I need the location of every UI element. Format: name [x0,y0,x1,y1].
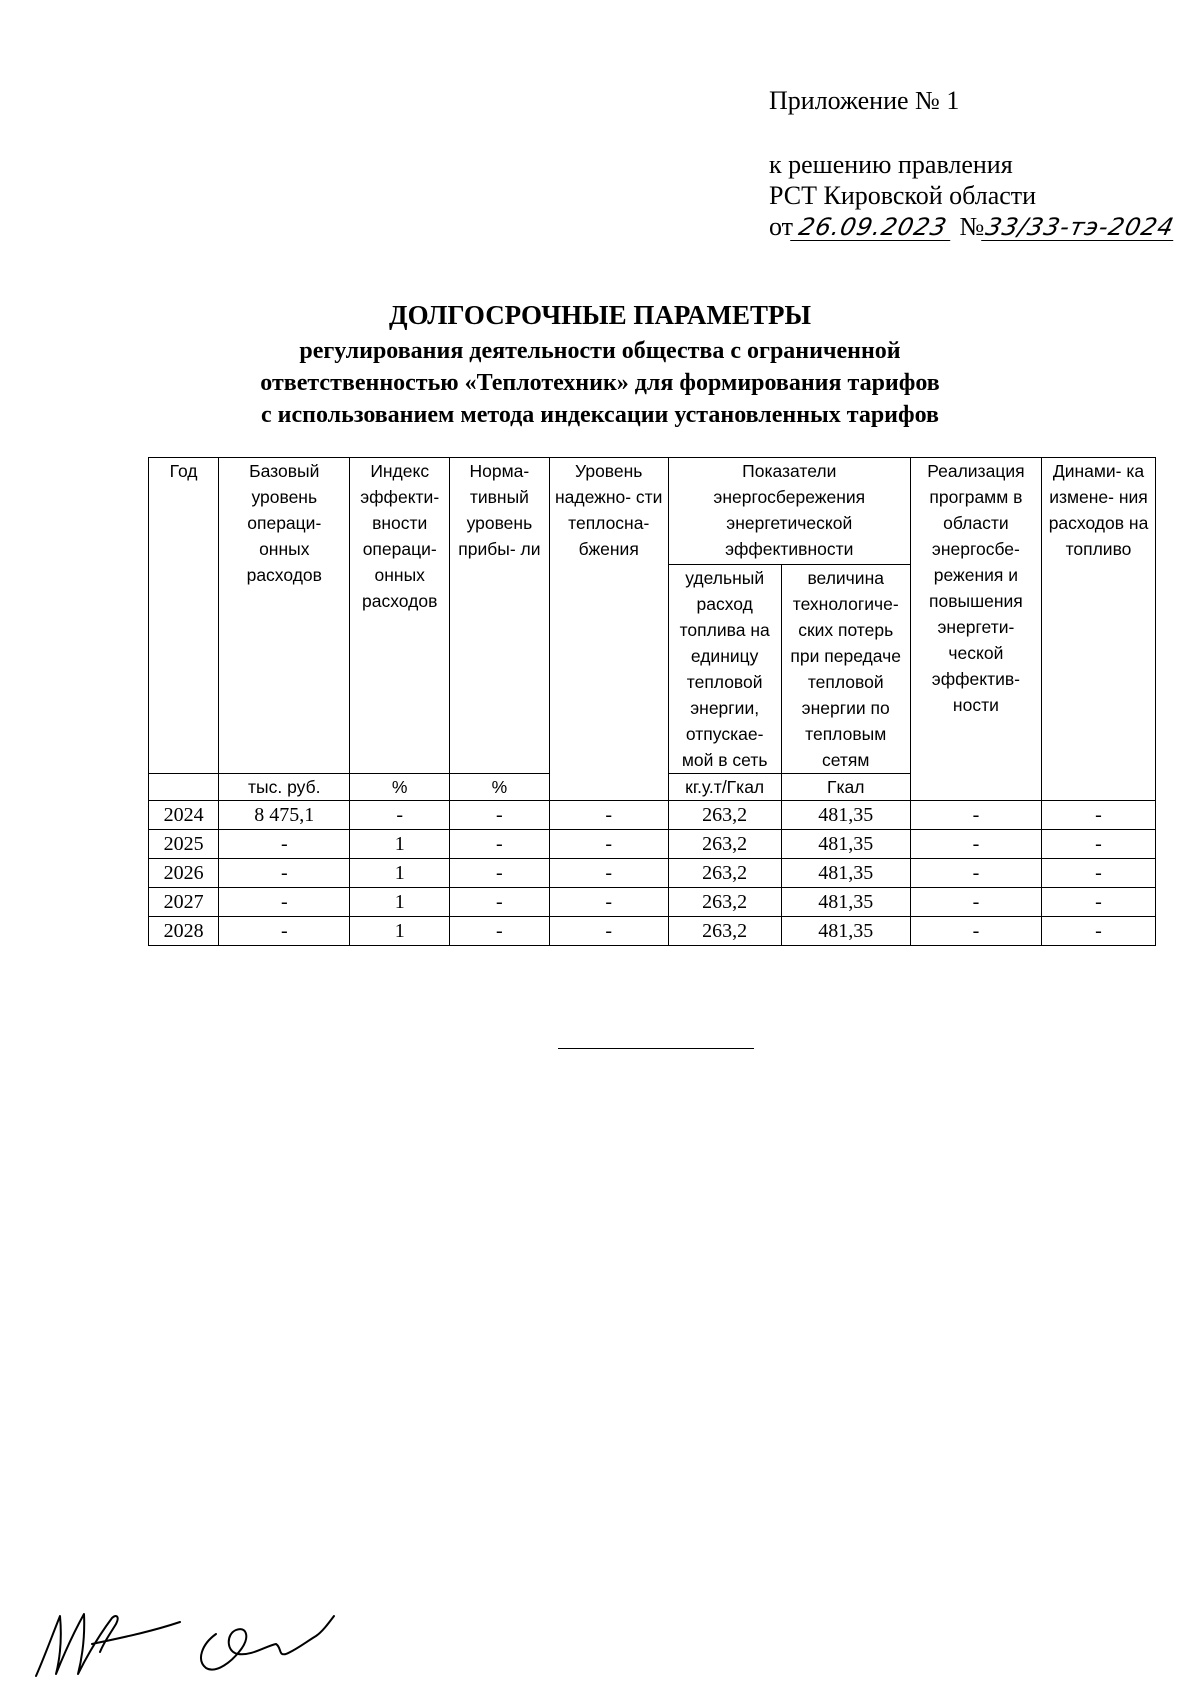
unit-index: % [350,774,450,801]
cell-dynamics: - [1042,830,1156,859]
header-energy-saving-group: Показатели энергосбережения энергетической эффективности [668,458,910,565]
cell-implementation: - [910,888,1041,917]
document-subtitle-line1: регулирования деятельности общества с ограниченной [299,338,901,364]
cell-reliability: - [549,917,668,946]
cell-dynamics: - [1042,859,1156,888]
cell-losses: 481,35 [781,830,910,859]
document-subtitle-line2: ответственностью «Теплотехник» для формирования тарифов [260,370,940,396]
cell-implementation: - [910,859,1041,888]
unit-year [149,774,219,801]
cell-dynamics: - [1042,801,1156,830]
cell-year: 2028 [149,917,219,946]
cell-base: - [219,888,350,917]
table-row [149,888,1156,917]
cell-base: - [219,917,350,946]
cell-norm: - [450,830,550,859]
decision-reference: к решению правления [769,150,1013,179]
header-fuel-cost-dynamics: Динами- ка измене- ния расходов на топливо [1042,458,1156,801]
header-specific-fuel: удельный расход топлива на единицу тепловой энергии, отпускае- мой в сеть [668,565,781,774]
cell-base: - [219,830,350,859]
cell-norm: - [450,917,550,946]
decision-date-number [769,212,1176,242]
appendix-number: Приложение № 1 [769,86,960,115]
unit-losses: Гкал [781,774,910,801]
cell-base: - [219,859,350,888]
parameters-table [148,457,1156,946]
cell-implementation: - [910,830,1041,859]
header-base-opex: Базовый уровень операци- онных расходов [219,458,350,774]
end-separator [558,1048,754,1049]
cell-year: 2027 [149,888,219,917]
cell-fuel: 263,2 [668,917,781,946]
cell-dynamics: - [1042,917,1156,946]
authority-name: РСТ Кировской области [769,181,1037,210]
cell-fuel: 263,2 [668,830,781,859]
cell-index: - [350,801,450,830]
unit-base: тыс. руб. [219,774,350,801]
header-year: Год [149,458,219,774]
unit-norm: % [450,774,550,801]
cell-year: 2026 [149,859,219,888]
cell-index: 1 [350,888,450,917]
cell-losses: 481,35 [781,801,910,830]
document-subtitle-line3: с использованием метода индексации установленных тарифов [261,402,939,428]
table-row [149,917,1156,946]
cell-fuel: 263,2 [668,801,781,830]
cell-reliability: - [549,888,668,917]
cell-implementation: - [910,917,1041,946]
signature-stroke [36,1614,180,1676]
handwritten-number: 33/33-тэ-2024 [981,214,1179,241]
header-heat-losses: величина технологиче- ских потерь при передаче тепловой энергии по тепловым сетям [781,565,910,774]
cell-losses: 481,35 [781,859,910,888]
cell-losses: 481,35 [781,917,910,946]
parameters-table-wrapper [148,457,1156,946]
cell-norm: - [450,888,550,917]
cell-index: 1 [350,917,450,946]
cell-year: 2025 [149,830,219,859]
header-normative-profit: Норма- тивный уровень прибы- ли [450,458,550,774]
handwritten-signatures [30,1608,390,1680]
cell-norm: - [450,801,550,830]
table-row [149,801,1156,830]
header-energy-program: Реализация программ в области энергосбе- режения и повышения энергети- ческой эффектив- ности [910,458,1041,801]
document-title: ДОЛГОСРОЧНЫЕ ПАРАМЕТРЫ [389,300,811,330]
cell-fuel: 263,2 [668,888,781,917]
cell-index: 1 [350,830,450,859]
cell-fuel: 263,2 [668,859,781,888]
table-row [149,830,1156,859]
cell-dynamics: - [1042,888,1156,917]
cell-losses: 481,35 [781,888,910,917]
cell-reliability: - [549,801,668,830]
header-reliability: Уровень надежно- сти теплосна- бжения [549,458,668,801]
cell-implementation: - [910,801,1041,830]
header-efficiency-index: Индекс эффекти- вности операци- онных расходов [350,458,450,774]
cell-index: 1 [350,859,450,888]
cell-reliability: - [549,859,668,888]
date-prefix: от [769,212,794,241]
handwritten-date: 26.09.2023 [790,214,956,241]
signature-stroke [201,1616,334,1670]
cell-base: 8 475,1 [219,801,350,830]
unit-fuel: кг.у.т/Гкал [668,774,781,801]
cell-norm: - [450,859,550,888]
cell-year: 2024 [149,801,219,830]
table-row [149,859,1156,888]
cell-reliability: - [549,830,668,859]
number-label: № [959,212,985,241]
